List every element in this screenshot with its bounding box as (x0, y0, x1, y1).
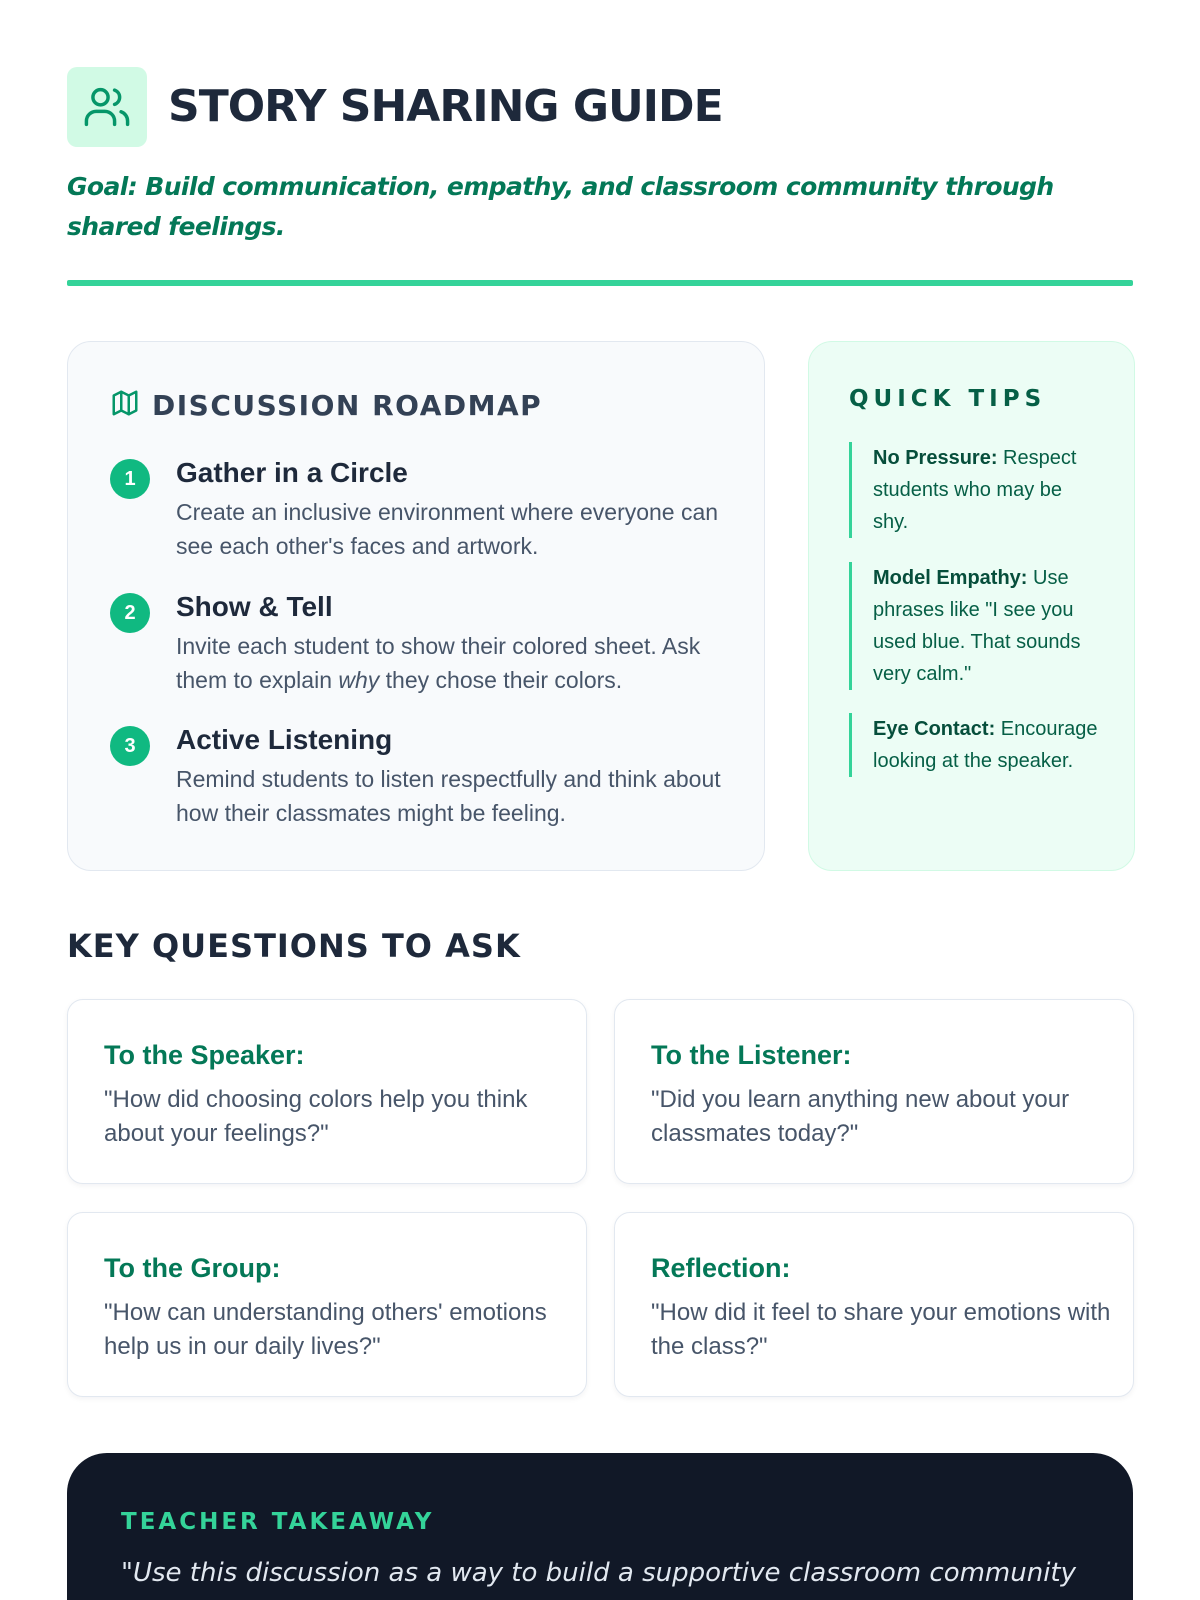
takeaway-quote: "Use this discussion as a way to build a supportive classroom community (121, 1558, 1077, 1588)
question-card (614, 999, 1134, 1184)
question-card (67, 999, 587, 1184)
page-title: STORY SHARING GUIDE (168, 81, 723, 132)
question-card-title: To the Listener: (651, 1040, 852, 1070)
quick-tips-title: QUICK TIPS (849, 386, 1047, 412)
goal-statement: Goal: Build communication, empathy, and classroom community through shared feelings. (67, 172, 1054, 241)
title-row (67, 67, 1133, 147)
header-divider (67, 280, 1133, 286)
tip-item (849, 713, 1099, 777)
users-icon (67, 67, 147, 147)
question-card (67, 1212, 587, 1397)
question-card-text: "How can understanding others' emotions help us in our daily lives?" (104, 1299, 547, 1360)
roadmap-title: DISCUSSION ROADMAP (152, 389, 543, 422)
discussion-roadmap-card (67, 341, 765, 871)
tip-label: Model Empathy: (873, 567, 1028, 589)
tip-label: No Pressure: (873, 447, 998, 469)
tip-text: Respect students who may be shy. (873, 447, 1077, 533)
question-card-text: "How did choosing colors help you think about your feelings?" (104, 1086, 528, 1147)
quick-tips-card (808, 341, 1135, 871)
tip-item (849, 442, 1099, 538)
page-header (67, 67, 1133, 247)
tip-item (849, 562, 1099, 690)
map-icon (110, 388, 140, 423)
question-card-text: "Did you learn anything new about your classmates today?" (651, 1086, 1070, 1147)
question-card-title: To the Group: (104, 1253, 281, 1283)
step-number-badge: 3 (110, 726, 150, 766)
teacher-takeaway-card (67, 1453, 1133, 1600)
step-description-emphasis: why (338, 667, 380, 693)
question-card-text: "How did it feel to share your emotions with the class?" (651, 1299, 1111, 1360)
step-description-text: Invite each student to show their colored sheet. Ask them to explain (176, 633, 701, 693)
step-title: Gather in a Circle (176, 457, 408, 488)
step-description: Create an inclusive environment where everyone can see each other's faces and artwork. (176, 499, 719, 559)
question-card (614, 1212, 1134, 1397)
takeaway-title: TEACHER TAKEAWAY (121, 1509, 435, 1535)
step-description-text: they chose their colors. (379, 667, 623, 693)
tip-label: Eye Contact: (873, 718, 996, 740)
step-number-badge: 2 (110, 593, 150, 633)
key-questions-title: KEY QUESTIONS TO ASK (67, 927, 521, 965)
question-card-title: To the Speaker: (104, 1040, 305, 1070)
step-title: Show & Tell (176, 591, 333, 622)
tip-text: Use phrases like "I see you used blue. That sounds very calm." (873, 567, 1081, 685)
step-description (176, 629, 736, 697)
step-number-badge: 1 (110, 459, 150, 499)
question-card-title: Reflection: (651, 1253, 791, 1283)
step-title: Active Listening (176, 724, 393, 755)
step-description: Remind students to listen respectfully and think about how their classmates might be feeling. (176, 766, 721, 826)
tip-text: Encourage looking at the speaker. (873, 718, 1098, 772)
roadmap-header (110, 388, 542, 423)
